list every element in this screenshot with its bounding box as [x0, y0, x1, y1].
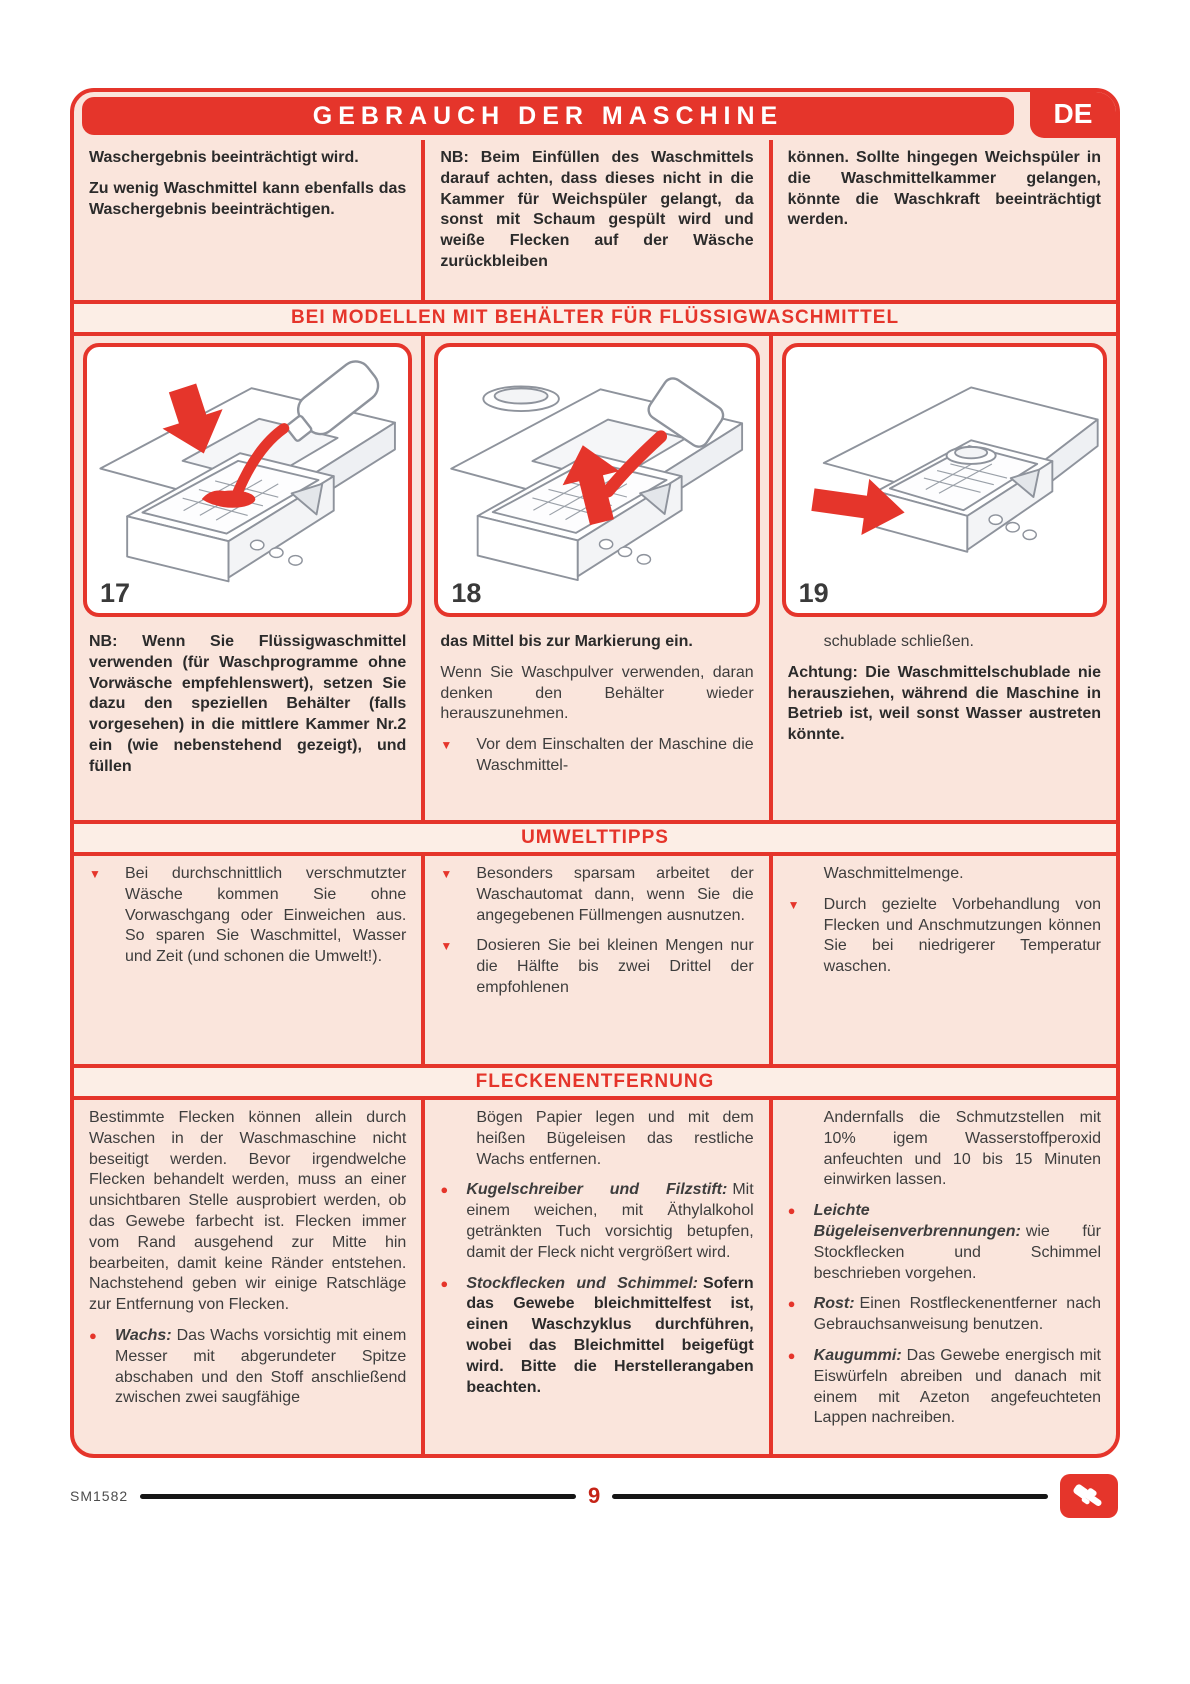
triangle-bullet-icon: ▼: [440, 738, 453, 753]
paragraph: Zu wenig Waschmittel kann ebenfalls das Waschergebnis beeinträchtigen.: [89, 179, 407, 218]
stain-type-label: Stockflecken und Schimmel:: [466, 1274, 698, 1292]
liquid-section-row: [74, 624, 1116, 820]
list-item: [440, 1274, 753, 1399]
section-heading-stain-removal: FLECKENENTFERNUNG: [74, 1064, 1116, 1100]
intro-row: [74, 140, 1116, 300]
figure-panel-19: [782, 343, 1107, 617]
figure-panel-17: [83, 343, 412, 617]
paragraph: NB: Wenn Sie Flüssigwaschmittel verwenden (für Waschprogramme ohne Vorwäsche empfehlenswert), setzen Sie dazu den speziellen Behälter (falls vorgesehen) in die mittlere Kammer Nr.2 ein (wie nebenstehend gezeigt), und füllen: [89, 633, 407, 775]
figure-cell: [769, 336, 1116, 624]
content-frame: [70, 88, 1120, 1458]
figure-panel-18: [434, 343, 759, 617]
stain-instructions: Mit einem weichen, mit Äthylalkohol getränkten Tuch vorsichtig betupfen, damit der Fleck nicht vergrößert wird.: [466, 1181, 754, 1261]
paragraph: Bögen Papier legen und mit dem heißen Bügeleisen das restliche Wachs entfernen.: [476, 1109, 754, 1168]
list-item-text: [466, 1180, 753, 1263]
list-item-text: [814, 1201, 1101, 1284]
page-turn-indicator: [1060, 1474, 1118, 1518]
stain-instructions: wie für Stockflecken und Schimmel beschrieben vorgehen.: [813, 1222, 1101, 1282]
eco-col-3: [769, 856, 1116, 1064]
list-item-text: [115, 1326, 406, 1409]
paragraph: können. Sollte hingegen Weichspüler in die Waschmittelkammer gelangen, könnte die Waschkraft beeinträchtigt werden.: [787, 149, 1101, 229]
figure-cell: [74, 336, 421, 624]
page-title: GEBRAUCH DER MASCHINE: [82, 97, 1014, 135]
section-heading-liquid-models: BEI MODELLEN MIT BEHÄLTER FÜR FLÜSSIGWASCHMITTEL: [74, 300, 1116, 336]
paragraph: Waschergebnis beeinträchtigt wird.: [89, 149, 359, 166]
footer-divider-line: [612, 1494, 1048, 1499]
pointing-hand-icon: [1070, 1477, 1108, 1515]
eco-section-row: [74, 856, 1116, 1064]
list-item-text: [466, 1274, 753, 1399]
paragraph: das Mittel bis zur Markierung ein.: [440, 633, 693, 650]
figure-number: 19: [798, 578, 829, 608]
stain-instructions: Sofern das Gewebe bleichmittelfest ist, einen Waschzyklus durchführen, wobei das Bleichmittel beigefügt wird. Bitte die Herstellerangaben beachten.: [466, 1274, 754, 1396]
list-item-text: [814, 1346, 1101, 1429]
eco-col-1: [74, 856, 421, 1064]
list-item: [788, 895, 1101, 978]
closing-drawer-illustration: [786, 347, 1103, 613]
list-item-text: Vor dem Einschalten der Maschine die Waschmittel-: [476, 736, 754, 774]
list-item: [440, 1180, 753, 1263]
triangle-bullet-icon: ▼: [89, 867, 101, 881]
intro-col-1: [74, 140, 421, 300]
page-footer: [70, 1472, 1118, 1520]
list-item-text: [814, 1294, 1101, 1336]
stain-instructions: Das Gewebe energisch mit Eiswürfeln abreiben und danach mit einem mit Azeton angefeuchteten Lappen nachreiben.: [813, 1346, 1101, 1427]
stain-type-label: Rost:: [813, 1295, 855, 1313]
stains-col-2: [421, 1100, 768, 1454]
paragraph: Andernfalls die Schmutzstellen mit 10% igem Wasserstoffperoxid anfeuchten und 10 bis 15 Minuten einwirken lassen.: [823, 1109, 1101, 1189]
list-item-text: Bei durchschnittlich verschmutzter Wäsche kommen Sie ohne Vorwaschgang oder Einweichen aus. So sparen Sie Waschmittel, Wasser und Zeit (und schonen die Umwelt!).: [125, 865, 407, 966]
stains-col-3: [769, 1100, 1116, 1454]
paragraph: NB: Beim Einfüllen des Waschmittels darauf achten, dass dieses nicht in die Kammer für Weichspüler gelangt, da sonst mit Schaum gespült wird und weiße Flecken auf der Wäsche zurückbleiben: [440, 149, 754, 270]
footer-divider-line: [140, 1494, 576, 1499]
triangle-bullet-icon: ▼: [440, 867, 453, 881]
paragraph: Wenn Sie Waschpulver verwenden, daran denken den Behälter wieder herauszunehmen.: [440, 663, 754, 723]
triangle-bullet-icon: ▼: [440, 939, 453, 954]
list-item: [788, 1294, 1101, 1336]
document-code: SM1582: [70, 1488, 129, 1504]
paragraph: schublade schließen.: [823, 633, 974, 650]
dot-bullet-icon: ●: [787, 1347, 796, 1363]
list-item: [440, 735, 753, 777]
stains-col-1: [74, 1100, 421, 1454]
dot-bullet-icon: ●: [787, 1203, 796, 1219]
intro-col-3: [769, 140, 1116, 300]
stain-instructions: Das Wachs vorsichtig mit einem Messer mit abgerundeter Spitze abschaben und den Stoff anschließend zwischen zwei saugfähige: [115, 1326, 407, 1407]
bottle-pouring-into-drawer-illustration: [87, 347, 408, 613]
stain-type-label: Kaugummi:: [813, 1346, 902, 1364]
figure-number: 17: [100, 578, 131, 608]
list-item: [440, 864, 753, 926]
header: [74, 92, 1116, 140]
list-item: [440, 936, 753, 998]
dot-bullet-icon: ●: [89, 1327, 97, 1343]
list-item-text: Durch gezielte Vorbehandlung von Flecken und Anschmutzungen können Sie bei niedrigerer Temperatur waschen.: [823, 895, 1101, 976]
paragraph: Achtung: Die Waschmittelschublade nie herausziehen, während die Maschine in Betrieb ist, weil sonst Wasser austreten könnte.: [787, 663, 1101, 744]
list-item: [788, 1201, 1101, 1284]
list-item: [89, 1326, 406, 1409]
page-number: 9: [587, 1483, 601, 1508]
figure-cell: [421, 336, 768, 624]
stain-instructions: Einen Rostfleckenentferner nach Gebrauchsanweisung benutzen.: [813, 1295, 1101, 1334]
stain-type-label: Kugelschreiber und Filzstift:: [466, 1181, 728, 1199]
liquid-col-2: [421, 624, 768, 820]
list-item: [89, 864, 406, 968]
stain-type-label: Leichte Bügeleisenverbrennungen:: [813, 1202, 1021, 1240]
language-badge: DE: [1030, 92, 1116, 138]
list-item-text: Besonders sparsam arbeitet der Waschautomat dann, wenn Sie die angegebenen Füllmengen ausnutzen.: [476, 865, 754, 924]
list-item: [788, 1346, 1101, 1429]
section-heading-eco-tips: UMWELTTIPPS: [74, 820, 1116, 856]
dot-bullet-icon: ●: [440, 1182, 449, 1198]
paragraph: Bestimmte Flecken können allein durch Waschen in der Waschmaschine nicht beseitigt werden. Bevor irgendwelche Flecken behandelt werden, muss an einer unsichtbaren Stelle ausprobiert werden, ob das Gewebe farbecht ist. Flecken immer vom Rand ausgehend zur Mitte hin bearbeiten, damit keine Ränder entstehen. Nachstehend geben wir einige Ratschläge zur Entfernung von Flecken.: [89, 1109, 407, 1314]
filling-drawer-illustration: [438, 347, 755, 613]
intro-col-2: [421, 140, 768, 300]
liquid-col-1: [74, 624, 421, 820]
dot-bullet-icon: ●: [440, 1275, 449, 1291]
stain-type-label: Wachs:: [115, 1326, 172, 1344]
paragraph: Waschmittelmenge.: [823, 865, 964, 882]
figure-number: 18: [451, 578, 482, 608]
triangle-bullet-icon: ▼: [787, 897, 800, 912]
stains-section-row: [74, 1100, 1116, 1454]
list-item-text: Dosieren Sie bei kleinen Mengen nur die Hälfte bis zwei Drittel der empfohlenen: [476, 937, 754, 996]
liquid-col-3: [769, 624, 1116, 820]
eco-col-2: [421, 856, 768, 1064]
figures-row: [74, 336, 1116, 624]
dot-bullet-icon: ●: [787, 1296, 796, 1312]
